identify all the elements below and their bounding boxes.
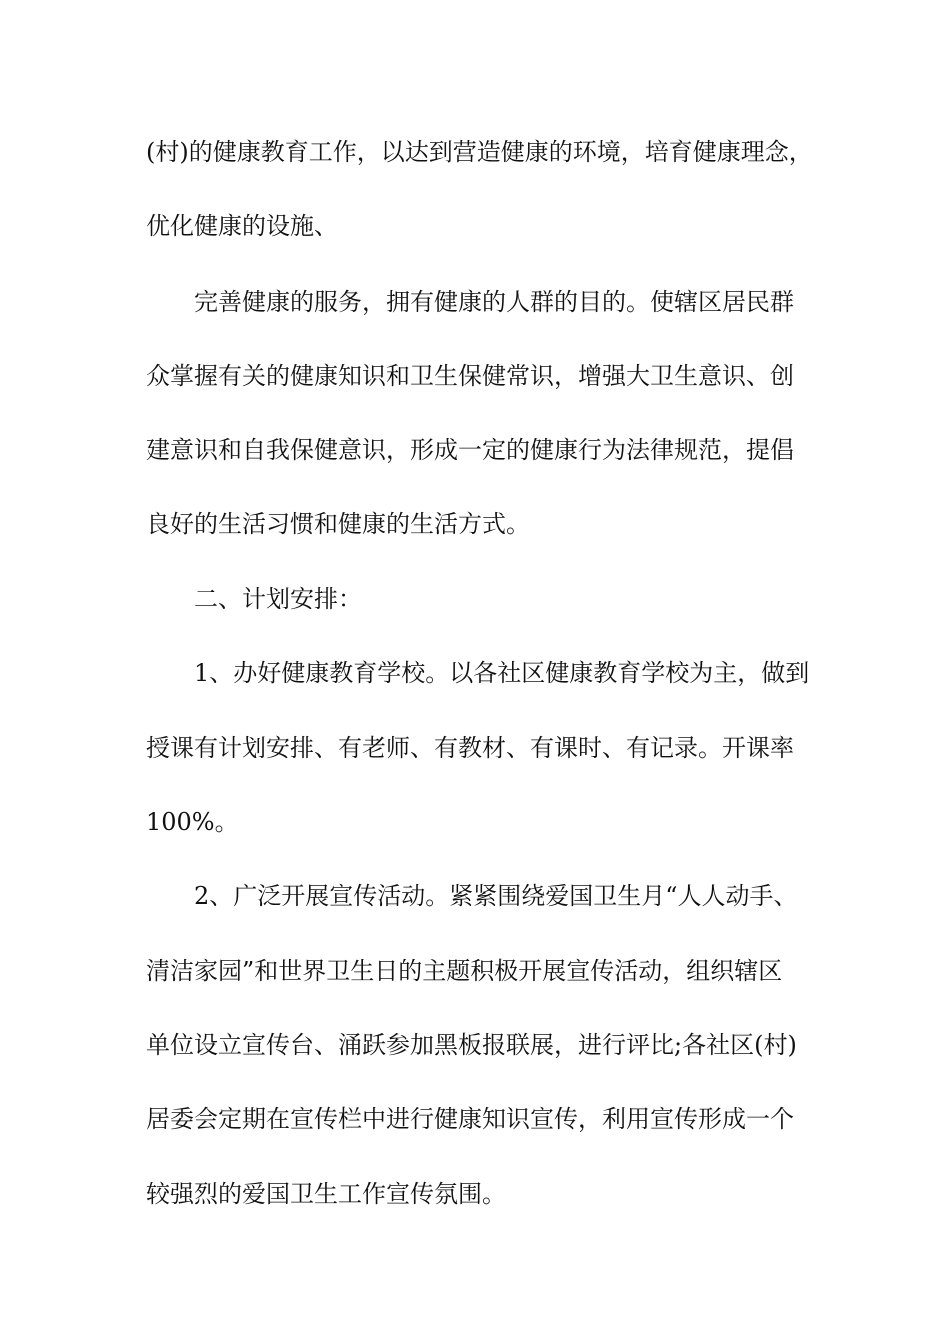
text-line: 较强烈的爱国卫生工作宣传氛围。	[146, 1180, 506, 1208]
text-line: 单位设立宣传台、涌跃参加黑板报联展，进行评比;各社区(村)	[146, 1031, 797, 1059]
text-line: 授课有计划安排、有老师、有教材、有课时、有记录。开课率	[146, 734, 794, 762]
text-line: 众掌握有关的健康知识和卫生保健常识，增强大卫生意识、创	[146, 362, 794, 390]
paragraph-start-line: 1、办好健康教育学校。以各社区健康教育学校为主，做到	[194, 659, 810, 687]
text-line: 优化健康的设施、	[146, 212, 338, 240]
text-line: (村)的健康教育工作，以达到营造健康的环境，培育健康理念，	[146, 138, 813, 166]
text-line: 居委会定期在宣传栏中进行健康知识宣传，利用宣传形成一个	[146, 1105, 794, 1133]
paragraph-start-line: 完善健康的服务，拥有健康的人群的目的。使辖区居民群	[194, 288, 794, 316]
text-line: 清洁家园”和世界卫生日的主题积极开展宣传活动，组织辖区	[146, 957, 783, 985]
text-line: 100%。	[146, 808, 239, 836]
section-heading: 二、计划安排：	[194, 585, 362, 613]
text-line: 良好的生活习惯和健康的生活方式。	[146, 510, 530, 538]
text-line: 建意识和自我保健意识，形成一定的健康行为法律规范，提倡	[146, 436, 794, 464]
paragraph-start-line: 2、广泛开展宣传活动。紧紧围绕爱国卫生月“人人动手、	[194, 882, 798, 910]
